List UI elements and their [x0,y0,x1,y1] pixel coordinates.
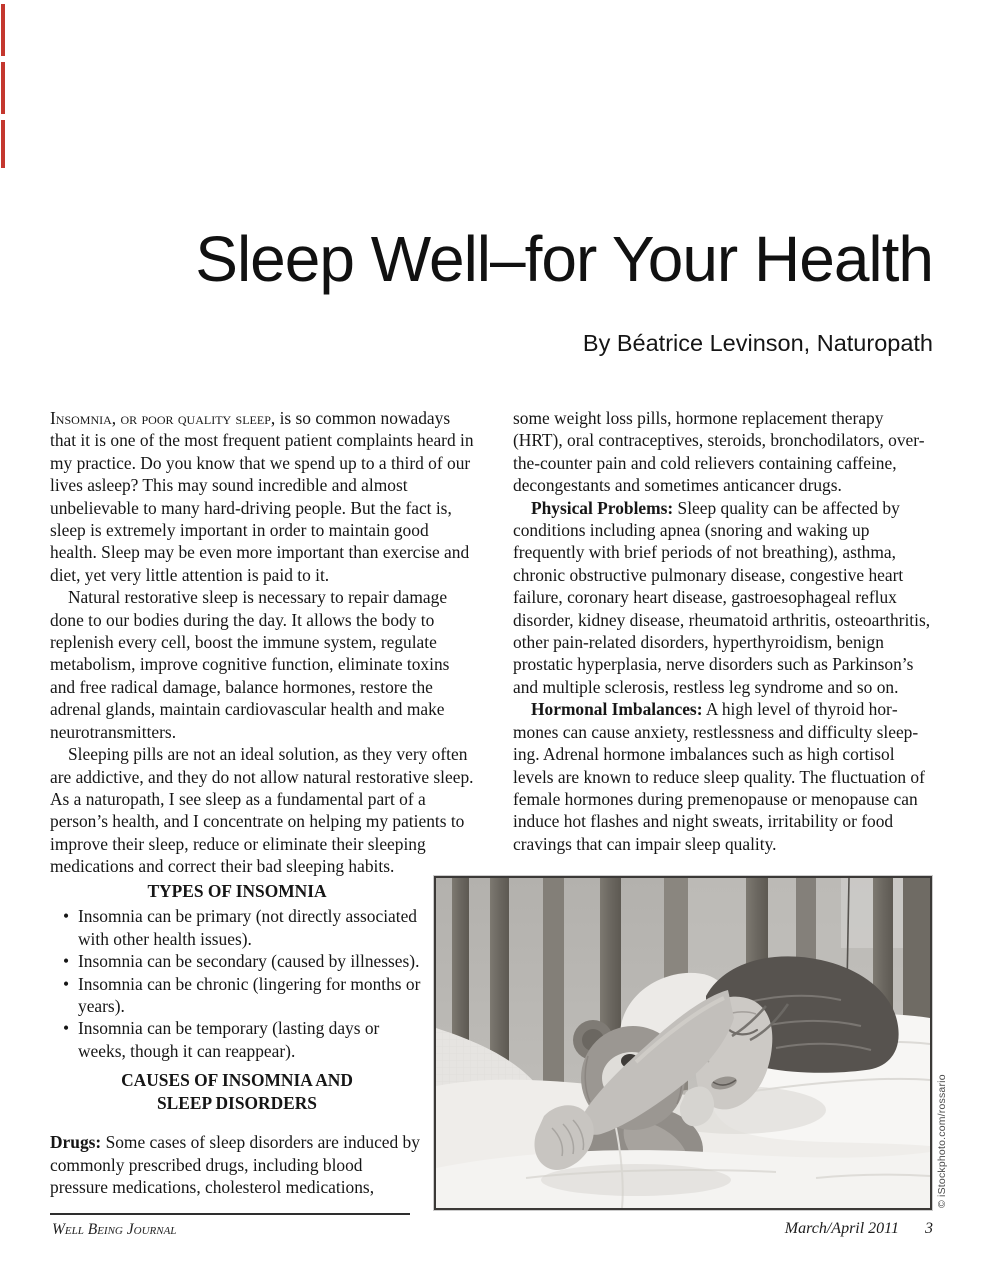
list-item: • Insomnia can be temporary (lasting days or weeks, though it can reappear). [50,1017,424,1062]
paragraph-intro-text: is so common nowadays that it is one of the most frequent patient complaints heard in my practice. Do you know that we spend up to a third of our lives asleep? This may sound incredible and almost unbelievable to many hard-driving people. But the fact is, sleep is extremely important in order to maintain good health. Sleep may be even more important than exercise and diet, yet very little attention is paid to it. [50,408,474,585]
drugs-text: Some cases of sleep disorders are induced by commonly prescribed drugs, including blood pressure medications, cholesterol medications, [50,1132,420,1198]
types-of-insomnia-heading: TYPES OF INSOMNIA [147,881,327,901]
list-item: • Insomnia can be chronic (lingering for months or years). [50,973,424,1018]
left-text-column [50,407,476,879]
photo-credit: © iStockphoto.com/rossario [936,1074,948,1208]
footer-rule [50,1213,410,1215]
list-item: • Insomnia can be secondary (caused by illnesses). [50,950,424,972]
causes-heading-line1: CAUSES OF INSOMNIA AND [121,1070,353,1091]
insomnia-sections [50,879,424,1213]
paragraph-drugs [50,1131,424,1198]
footer-page-number: 3 [925,1220,933,1237]
smallcaps-lead-in: Insomnia, or poor quality sleep, [50,408,276,428]
footer-issue-date: March/April 2011 [784,1220,899,1237]
right-text-column [513,407,937,879]
paragraph-hormonal-imbalances [513,698,937,855]
paragraph-intro [50,407,476,586]
scan-artifact-red-strip [1,120,5,168]
scan-artifact-red-strip [1,62,5,114]
types-of-insomnia-list [50,905,424,1062]
physical-problems-text: Sleep quality can be affected by conditions including apnea (snoring and waking up frequently with brief periods of not breathing), asthma, chronic obstructive pulmonary disease, congestive heart failure, coronary heart disease, gastroesophageal reflux disorder, kidney disease, rheumatoid arthritis, osteoarthritis, other pain-related disorders, hyperthyroidism, benign prostatic hyperplasia, nerve disorders such as Parkinson’s and multiple sclerosis, restless leg syndrome and so on. [513,497,931,697]
paragraph-restorative-sleep: Natural restorative sleep is necessary to repair damage done to our bodies during the day. It allows the body to replenish every cell, boost the immune system, regulate metabolism, improve cognitive function, eliminate toxins and free radical damage, balance hormones, restore the adrenal glands, maintain cardiovascular health and make neurotransmitters. [50,587,450,742]
footer-issue-block [785,1220,933,1238]
article-byline: By Béatrice Levinson, Naturopath [582,330,933,356]
drugs-label: Drugs: [50,1132,102,1153]
physical-problems-label: Physical Problems: [531,497,674,518]
sleeping-child-photo [434,876,932,1210]
causes-heading [50,1069,424,1114]
hormonal-imbalances-text: A high level of thyroid hormones can cause anxiety, restlessness and difficulty sleeping. Adrenal hormone imbalances such as high cortisol levels are known to reduce sleep quality. The fluctuation of female hormones during premenopause or menopause can induce hot flashes and night sweats, irritability or food cravings that can impair sleep quality. [513,699,925,854]
crib-photo-illustration [436,878,930,1208]
list-item: • Insomnia can be primary (not directly associated with other health issues). [50,905,424,950]
scan-artifact-red-strip [1,4,5,56]
causes-heading-line2: SLEEP DISORDERS [157,1092,317,1113]
paragraph-sleeping-pills: Sleeping pills are not an ideal solution, as they very often are addictive, and they do not allow natural restorative sleep. As a naturopath, I see sleep as a fundamental part of a person’s health, and I concentrate on helping my patients to improve their sleep, reduce or eliminate their sleeping medications and correct their bad sleeping habits. [50,744,474,877]
hormonal-imbalances-label: Hormonal Imbalances: [531,699,703,720]
paragraph-drugs-continued: some weight loss pills, hormone replacement therapy (HRT), oral contraceptives, steroids, bronchodilators, over-the-counter pain and cold relievers containing caffeine, decongestants and sometimes anticancer drugs. [513,408,925,496]
footer-journal-name: Well Being Journal [52,1221,177,1238]
paragraph-physical-problems [513,497,937,699]
article-title: Sleep Well–for Your Health [195,223,933,295]
